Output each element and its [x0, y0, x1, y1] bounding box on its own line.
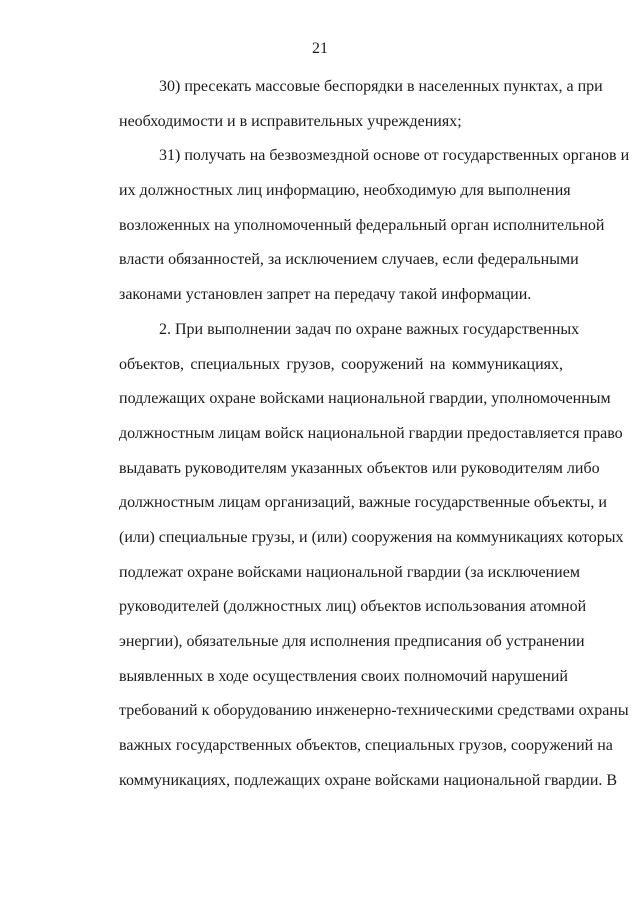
text-line: выдавать руководителям указанных объектов или руководителям либо [119, 459, 600, 477]
paragraph-section-2 [79, 313, 629, 799]
text-line: законами установлен запрет на передачу такой информации. [119, 286, 532, 304]
text-line: объектов, специальных грузов, сооружений на коммуникациях, [119, 355, 563, 373]
text-line: должностным лицам организаций, важные государственные объекты, и [119, 494, 607, 512]
text-line: (или) специальные грузы, и (или) сооружения на коммуникациях которых [119, 528, 624, 546]
text-line: руководителей (должностных лиц) объектов использования атомной [119, 598, 587, 616]
text-line: выявленных в ходе осуществления своих полномочий нарушений [119, 667, 568, 685]
text-line: 30) пресекать массовые беспорядки в населенных пунктах, а при [159, 78, 603, 95]
paragraph-item-31 [79, 139, 630, 312]
document-body [79, 70, 630, 798]
text-line: власти обязанностей, за исключением случаев, если федеральными [119, 251, 579, 269]
text-line: энергии), обязательные для исполнения предписания об устранении [119, 633, 585, 650]
text-line: коммуникациях, подлежащих охране войсками национальной гвардии. В [119, 771, 618, 789]
text-line: 2. При выполнении задач по охране важных государственных [159, 320, 580, 338]
text-line: важных государственных объектов, специальных грузов, сооружений на [119, 737, 613, 755]
text-line: их должностных лиц информацию, необходимую для выполнения [119, 182, 571, 200]
page-number: 21 [312, 40, 328, 57]
text-line: 31) получать на безвозмездной основе от государственных органов и [159, 147, 630, 165]
text-line: возложенных на уполномоченный федеральный орган исполнительной [119, 216, 605, 234]
text-line: требований к оборудованию инженерно-техническими средствами охраны [119, 702, 629, 720]
text-line: подлежащих охране войсками национальной гвардии, уполномоченным [119, 390, 611, 408]
paragraph-item-30 [79, 70, 603, 139]
text-line: необходимости и в исправительных учреждениях; [119, 112, 462, 130]
text-line: подлежат охране войсками национальной гвардии (за исключением [119, 563, 580, 581]
text-line: должностным лицам войск национальной гвардии предоставляется право [119, 424, 623, 442]
